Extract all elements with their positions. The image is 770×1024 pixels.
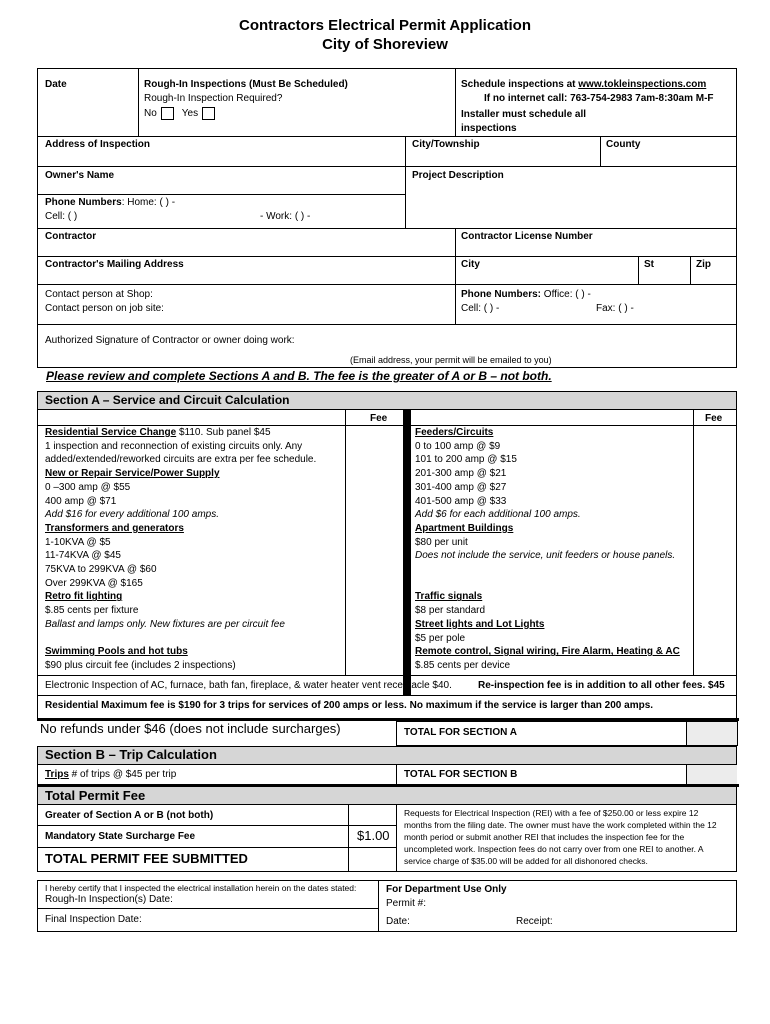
- fee-left-item: [45, 536, 111, 549]
- fee-left-item-text: 75KVA to 299KVA @ $60: [45, 564, 157, 575]
- total-b-label: TOTAL FOR SECTION B: [404, 769, 518, 780]
- contact-shop: Contact person at Shop:: [45, 289, 153, 300]
- phone-cell: Cell: ( ): [45, 211, 78, 222]
- dept-date-label: Date:: [386, 916, 410, 927]
- section-a-fee-right: Fee: [705, 413, 723, 424]
- fee-left-item-text: 1-10KVA @ $5: [45, 536, 111, 548]
- st-label: St: [644, 259, 654, 270]
- schedule-line: [461, 78, 706, 91]
- fee-left-item-text: New or Repair Service/Power Supply: [45, 468, 220, 480]
- fee-left-item-text: Transformers and generators: [45, 522, 184, 534]
- section-a-divider: [403, 409, 411, 695]
- final-date: Final Inspection Date:: [45, 914, 142, 925]
- installer-line-1: Installer must schedule all: [461, 109, 587, 120]
- fee-left-item-text: Add $16 for every additional 100 amps.: [45, 509, 219, 521]
- fee-right-item-text: Does not include the service, unit feeders or house panels.: [415, 550, 676, 562]
- surcharge-label: Mandatory State Surcharge Fee: [45, 831, 196, 842]
- rough-in-required: Rough-In Inspection Required?: [144, 93, 283, 104]
- surcharge-value: $1.00: [357, 828, 390, 843]
- contractor-phone-office: [461, 288, 591, 301]
- page-subtitle: City of Shoreview: [322, 36, 448, 53]
- fee-right-item-text: Add $6 for each additional 100 amps.: [415, 509, 581, 521]
- fee-right-item: [415, 495, 506, 508]
- section-b-title: Section B – Trip Calculation: [45, 747, 217, 762]
- no-label: No: [144, 108, 157, 120]
- fee-left-item: [45, 481, 130, 494]
- rei-line-4: uncompleted work. Inspection fees do not carry over from one REI to another. A: [404, 844, 704, 854]
- fee-left-item-text: Ballast and lamps only. New fixtures are per circuit fee: [45, 618, 285, 630]
- fee-right-item-text: Remote control, Signal wiring, Fire Alarm, Heating & AC: [415, 646, 680, 658]
- trips-rest: # of trips @ $45 per trip: [68, 769, 177, 780]
- contractor-phone-fax: Fax: ( ) -: [596, 303, 634, 314]
- city-label: City: [461, 259, 480, 270]
- dept-use-label: For Department Use Only: [386, 884, 507, 895]
- phone-home: : Home: ( ) -: [121, 197, 176, 208]
- max-fee-note: Residential Maximum fee is $190 for 3 trips for services of 200 amps or less. No maximum if the service is larger than 200 amps.: [45, 700, 654, 711]
- rough-in-options: [144, 107, 223, 120]
- schedule-prefix: Schedule inspections at: [461, 79, 579, 90]
- phone-work: - Work: ( ) -: [260, 211, 311, 222]
- certify-text: I hereby certify that I inspected the electrical installation herein on the dates stated:: [45, 883, 357, 893]
- yes-label: Yes: [181, 108, 199, 120]
- receipt-label: Receipt:: [516, 916, 553, 927]
- date-label: Date: [45, 79, 67, 90]
- contractor-label: Contractor: [45, 231, 97, 242]
- fee-left-item: [45, 645, 188, 658]
- fee-right-item-text: 201-300 amp @ $21: [415, 468, 507, 480]
- fee-left-item: [45, 426, 271, 439]
- fee-left-item: [45, 604, 138, 617]
- section-a-title: Section A – Service and Circuit Calculation: [45, 393, 290, 407]
- fee-right-item-text: $8 per standard: [415, 605, 486, 617]
- rei-line-5: service charge of $35.00 will be added for all dishonored checks.: [404, 856, 648, 866]
- fee-right-item-text: Street lights and Lot Lights: [415, 618, 545, 630]
- total-fee-title: Total Permit Fee: [45, 788, 146, 803]
- fee-right-item-text: Feeders/Circuits: [415, 427, 494, 438]
- fee-left-item-rest: $110. Sub panel $45: [176, 427, 271, 438]
- fee-left-item-text: 400 amp @ $71: [45, 495, 117, 507]
- rough-in-date: Rough-In Inspection(s) Date:: [45, 894, 173, 905]
- fee-left-item: [45, 508, 219, 521]
- no-refunds-note: No refunds under $46 (does not include surcharges): [40, 721, 341, 736]
- electronic-inspection: Electronic Inspection of AC, furnace, bath fan, fireplace, & water heater vent receptacle $40.: [45, 680, 452, 691]
- no-internet-line: If no internet call: 763-754-2983 7am-8:30am M-F: [484, 93, 714, 104]
- fee-left-item-text: Retro fit lighting: [45, 591, 123, 603]
- email-note: (Email address, your permit will be emailed to you): [350, 355, 552, 365]
- fee-right-item-text: 401-500 amp @ $33: [415, 495, 507, 507]
- fee-right-item: [415, 508, 581, 521]
- fee-left-item-text: Over 299KVA @ $165: [45, 577, 143, 589]
- fee-left-item: [45, 618, 285, 631]
- applicant-info-box: [37, 68, 737, 368]
- total-a-label: TOTAL FOR SECTION A: [404, 727, 517, 738]
- fee-left-item: [45, 453, 316, 466]
- trips-label: Trips: [45, 769, 69, 780]
- fee-right-item: [415, 618, 544, 631]
- fee-right-item: [415, 453, 517, 466]
- fee-right-item: [415, 467, 506, 480]
- city-township-label: City/Township: [412, 139, 480, 150]
- greater-label: Greater of Section A or B (not both): [45, 810, 214, 821]
- fee-left-item-text: added/extended/reworked circuits are extra per fee schedule.: [45, 454, 317, 466]
- fee-left-item: [45, 467, 220, 480]
- fee-right-item-text: Traffic signals: [415, 591, 483, 603]
- fee-right-item: [415, 645, 680, 658]
- contractor-phone-cell: Cell: ( ) -: [461, 303, 500, 314]
- fee-left-item-text: $90 plus circuit fee (includes 2 inspections): [45, 659, 236, 671]
- fee-right-item: [415, 659, 510, 672]
- fee-left-item: [45, 590, 122, 603]
- fee-right-item: [415, 549, 675, 562]
- submitted-label: TOTAL PERMIT FEE SUBMITTED: [45, 851, 248, 866]
- fee-right-item: [415, 522, 513, 535]
- fee-left-item: [45, 549, 121, 562]
- fee-left-item: [45, 522, 184, 535]
- fee-left-item-text: $.85 cents per fixture: [45, 605, 139, 617]
- owner-label: Owner's Name: [45, 170, 115, 181]
- installer-line-2: inspections: [461, 123, 517, 134]
- license-label: Contractor License Number: [461, 231, 593, 242]
- contractor-phone-label: Phone Numbers:: [461, 289, 542, 300]
- fee-left-item-text: 0 –300 amp @ $55: [45, 481, 131, 493]
- rei-line-1: Requests for Electrical Inspection (REI) with a fee of $250.00 or less expire 12: [404, 808, 699, 818]
- fee-right-item-text: $5 per pole: [415, 632, 466, 644]
- contact-site: Contact person on job site:: [45, 303, 164, 314]
- permit-label: Permit #:: [386, 898, 427, 909]
- fee-right-item: [415, 481, 506, 494]
- fee-left-item-text: Residential Service Change: [45, 427, 177, 438]
- yes-checkbox[interactable]: [202, 107, 215, 120]
- signature-label: Authorized Signature of Contractor or owner doing work:: [45, 335, 295, 346]
- address-label: Address of Inspection: [45, 139, 151, 150]
- fee-right-item: [415, 440, 500, 453]
- phone-home-line: [45, 196, 175, 209]
- fee-right-item-text: 0 to 100 amp @ $9: [415, 440, 501, 452]
- page-title: Contractors Electrical Permit Application: [238, 17, 532, 34]
- fee-right-item: [415, 590, 482, 603]
- fee-right-item-text: 301-400 amp @ $27: [415, 481, 507, 493]
- fee-right-item: [415, 604, 485, 617]
- fee-left-item: [45, 659, 236, 672]
- county-label: County: [606, 139, 641, 150]
- section-a-fee-left: Fee: [370, 413, 388, 424]
- office-phone: Office: ( ) -: [541, 289, 591, 300]
- rough-in-title: Rough-In Inspections (Must Be Scheduled): [144, 79, 348, 90]
- mailing-label: Contractor's Mailing Address: [45, 259, 184, 270]
- fee-right-item: [415, 632, 465, 645]
- fee-left-item-text: 11-74KVA @ $45: [45, 550, 121, 562]
- fee-right-item-text: $.85 cents per device: [415, 659, 511, 671]
- fee-left-item: [45, 563, 157, 576]
- reinspection-note: Re-inspection fee is in addition to all other fees. $45: [478, 680, 725, 691]
- fee-left-item-text: 1 inspection and reconnection of existing circuits only. Any: [45, 440, 303, 452]
- project-label: Project Description: [412, 170, 504, 181]
- zip-label: Zip: [696, 259, 711, 270]
- fee-left-item-text: Swimming Pools and hot tubs: [45, 646, 188, 658]
- fee-right-item-text: 101 to 200 amp @ $15: [415, 454, 517, 466]
- notice-text: Please review and complete Sections A and B. The fee is the greater of A or B – not both.: [46, 369, 552, 383]
- rei-line-2: months from the filing date. The owner must have the work completed within the 12: [404, 820, 717, 830]
- trips-line: [45, 768, 176, 781]
- fee-right-item-text: Apartment Buildings: [415, 522, 514, 534]
- rei-line-3: month period or submit another REI that includes the inspection fee for the: [404, 832, 685, 842]
- phone-label: Phone Numbers: [45, 197, 122, 208]
- total-a-input[interactable]: [686, 722, 737, 745]
- total-b-input[interactable]: [686, 765, 737, 785]
- fee-left-item: [45, 577, 143, 590]
- fee-left-item: [45, 495, 116, 508]
- no-checkbox[interactable]: [161, 107, 174, 120]
- fee-right-item: [415, 426, 493, 439]
- fee-left-item: [45, 440, 302, 453]
- fee-right-item: [415, 536, 468, 549]
- schedule-link[interactable]: www.tokleinspections.com: [578, 79, 707, 90]
- fee-right-item-text: $80 per unit: [415, 536, 468, 548]
